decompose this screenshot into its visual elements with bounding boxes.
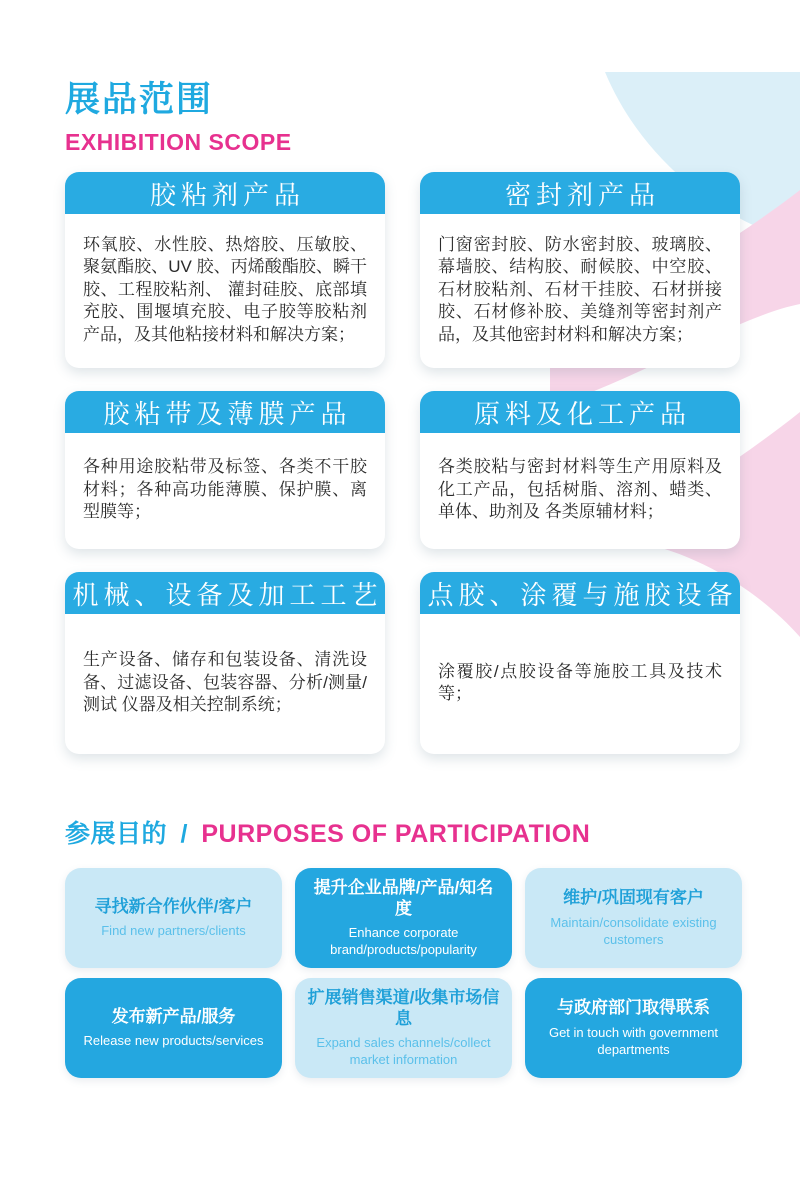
scope-card-header <box>65 172 385 214</box>
scope-card-body: 生产设备、储存和包装设备、清洗设备、过滤设备、包装容器、分析/测量/测试 仪器及相关控制系统； <box>83 650 367 715</box>
page-subtitle: EXHIBITION SCOPE <box>65 129 292 155</box>
purposes-title-en: PURPOSES OF PARTICIPATION <box>201 820 591 848</box>
page-title: 展品范围 <box>65 80 214 119</box>
purpose-box-release-products <box>65 978 282 1078</box>
scope-card-title: 原料及化工产品 <box>473 399 691 429</box>
purpose-label-en: Release new products/services <box>83 1033 264 1049</box>
scope-card-header <box>65 391 385 433</box>
scope-card-header <box>420 172 740 214</box>
scope-card-title: 密封剂产品 <box>504 180 660 210</box>
purpose-box-find-partners <box>65 868 282 968</box>
scope-card-raw-chemical-products <box>420 391 740 549</box>
scope-card-machinery-equipment <box>65 572 385 754</box>
scope-card-body: 各类胶粘与密封材料等生产用原料及化工产品，包括树脂、溶剂、蜡类、单体、助剂及 各类原辅材料； <box>438 457 722 522</box>
purpose-box-expand-channels <box>295 978 512 1078</box>
scope-card-title: 点胶、涂覆与施胶设备 <box>427 580 738 610</box>
scope-card-adhesive-products <box>65 172 385 368</box>
scope-card-sealant-products <box>420 172 740 368</box>
scope-card-header <box>420 572 740 614</box>
purpose-label-en: Find new partners/clients <box>101 923 246 939</box>
scope-card-title: 机械、设备及加工工艺 <box>72 580 383 610</box>
scope-card-header <box>65 572 385 614</box>
scope-card-tape-film-products <box>65 391 385 549</box>
purpose-box-enhance-brand <box>295 868 512 968</box>
scope-card-title: 胶粘剂产品 <box>149 180 305 210</box>
purposes-title-zh: 参展目的 <box>65 820 168 848</box>
scope-card-header <box>420 391 740 433</box>
purpose-label-en: Expand sales channels/collect market information <box>316 1035 491 1068</box>
flyer-content <box>0 72 800 1078</box>
flyer-page <box>0 72 800 1204</box>
scope-card-body: 环氧胶、水性胶、热熔胶、压敏胶、聚氨酯胶、UV 胶、丙烯酸酯胶、瞬干胶、工程胶粘剂、 灌封硅胶、底部填充胶、围堰填充胶、电子胶等胶粘剂产品，及其他粘接材料和解决方案； <box>83 234 367 344</box>
purpose-box-maintain-customers <box>525 868 742 968</box>
exhibition-scope-grid <box>65 172 740 754</box>
purpose-label-en: Maintain/consolidate existing customers <box>550 914 717 947</box>
scope-card-body: 各种用途胶粘带及标签、各类不干胶材料；各种高功能薄膜、保护膜、离型膜等； <box>83 457 367 522</box>
purpose-label-zh: 与政府部门取得联系 <box>557 998 710 1018</box>
purpose-label-zh: 提升企业品牌/产品/知名度 <box>313 877 494 919</box>
purposes-title-separator: / <box>180 820 188 848</box>
purpose-label-en: Enhance corporate brand/products/popularity <box>330 925 477 958</box>
scope-card-body: 涂覆胶/点胶设备等施胶工具及技术等； <box>438 661 722 703</box>
purposes-section-title <box>65 814 800 850</box>
purpose-label-zh: 扩展销售渠道/收集市场信息 <box>307 987 500 1029</box>
purposes-grid <box>65 868 742 1078</box>
purpose-label-en: Get in touch with government departments <box>548 1024 719 1057</box>
purpose-label-zh: 发布新产品/服务 <box>111 1006 236 1026</box>
purpose-box-contact-government <box>525 978 742 1078</box>
scope-card-dispensing-coating-equipment <box>420 572 740 754</box>
scope-card-title: 胶粘带及薄膜产品 <box>103 399 352 429</box>
scope-card-body: 门窗密封胶、防水密封胶、玻璃胶、幕墙胶、结构胶、耐候胶、中空胶、石材胶粘剂、石材干挂胶、石材拼接胶、石材修补胶、美缝剂等密封剂产品，及其他密封材料和解决方案； <box>438 234 722 344</box>
purpose-label-zh: 维护/巩固现有客户 <box>563 888 704 908</box>
purpose-label-zh: 寻找新合作伙伴/客户 <box>94 896 253 916</box>
